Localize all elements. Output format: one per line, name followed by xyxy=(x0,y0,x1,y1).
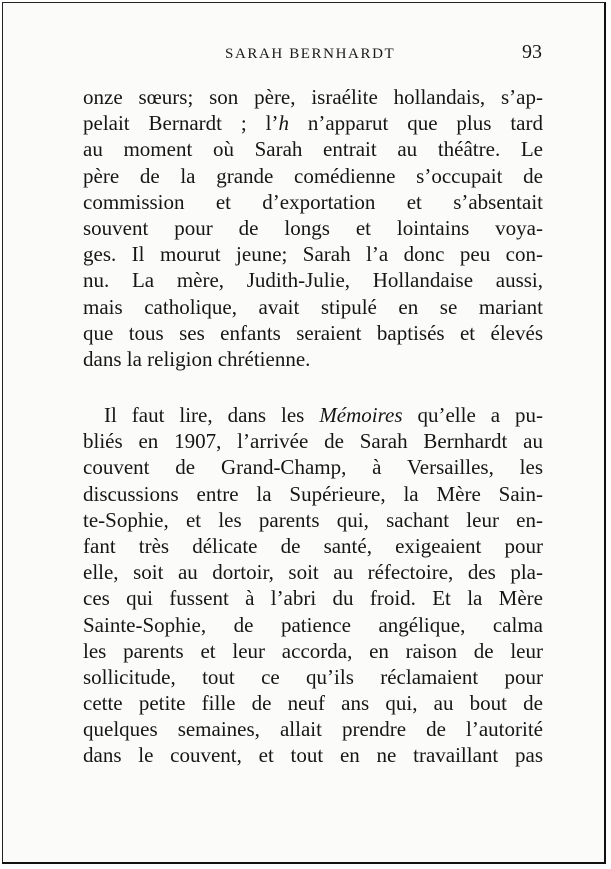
text-line: au moment où Sarah entrait au théâtre. Le xyxy=(83,137,543,162)
running-head-title: SARAH BERNHARDT xyxy=(225,46,396,62)
text-line: onze sœurs; son père, israélite hollandais, s’ap- xyxy=(83,85,543,109)
italic-letter: h xyxy=(278,111,289,136)
text-line: nu. La mère, Judith-Julie, Hollandaise aussi, xyxy=(83,268,543,293)
text-line: couvent de Grand-Champ, à Versailles, les xyxy=(83,455,543,480)
text-line: discussions entre la Supérieure, la Mère Sain- xyxy=(83,481,543,506)
text-line: quelques semaines, allait prendre de l’autorité xyxy=(83,717,543,742)
text-line: Il faut lire, dans les Mémoires qu’elle a pu- xyxy=(104,403,543,427)
text-line: bliés en 1907, l’arrivée de Sarah Bernhardt au xyxy=(83,429,543,454)
text-line: dans la religion chrétienne. xyxy=(83,346,311,371)
text-line: Sainte-Sophie, de patience angélique, calma xyxy=(83,612,543,637)
text-line: ges. Il mourut jeune; Sarah l’a donc peu con- xyxy=(83,242,543,267)
text-line: te-Sophie, et les parents qui, sachant leur en- xyxy=(83,507,543,532)
text-line: elle, soit au dortoir, soit au réfectoire, des pla- xyxy=(83,560,543,585)
text-line: sollicitude, tout ce qu’ils réclamaient pour xyxy=(83,664,543,689)
text-line: mais catholique, avait stipulé en se mariant xyxy=(83,294,543,319)
paragraph-1 xyxy=(83,84,543,372)
text-line: que tous ses enfants seraient baptisés et élevés xyxy=(83,320,543,345)
text-line: père de la grande comédienne s’occupait de xyxy=(83,163,543,188)
paragraph-2 xyxy=(83,402,543,769)
page-number: 93 xyxy=(522,41,542,63)
text-line: ces qui fussent à l’abri du froid. Et la Mère xyxy=(83,586,543,611)
text-line: les parents et leur accorda, en raison de leur xyxy=(83,638,543,663)
text-line: dans le couvent, et tout en ne travaillant pas xyxy=(83,743,543,768)
italic-word: Mémoires xyxy=(319,403,403,427)
text-line: souvent pour de longs et lointains voya- xyxy=(83,215,543,240)
book-page xyxy=(2,2,606,864)
text-line: cette petite fille de neuf ans qui, au bout de xyxy=(83,691,543,716)
text-line: commission et d’exportation et s’absentait xyxy=(83,189,543,214)
text-line: pelait Bernardt ; l’h n’apparut que plus tard xyxy=(83,111,543,136)
text-line: fant très délicate de santé, exigeaient pour xyxy=(83,533,543,558)
